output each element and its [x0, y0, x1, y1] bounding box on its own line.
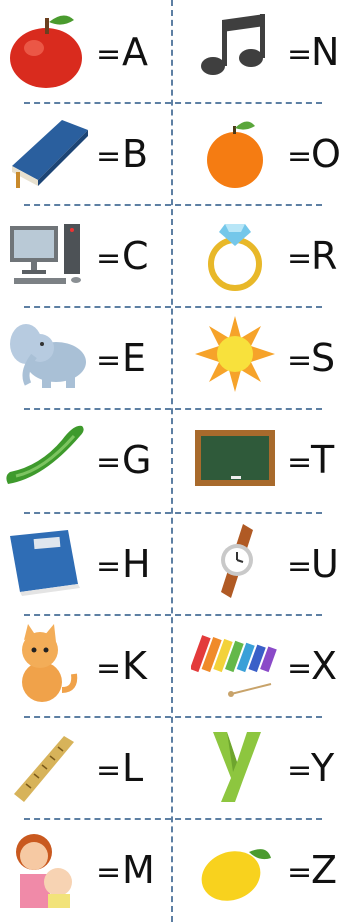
kitten-icon [4, 620, 92, 704]
sun-icon [191, 312, 279, 396]
equals-sign: = [96, 37, 122, 72]
equals-sign: = [96, 139, 122, 174]
cell-g [0, 408, 168, 510]
letter-label: X [311, 644, 338, 688]
cell-o [173, 102, 341, 204]
letter-label: S [311, 336, 336, 380]
notebook-icon [4, 518, 92, 602]
equals-sign: = [287, 139, 313, 174]
cell-k [0, 614, 168, 716]
chalkboard-icon [191, 414, 279, 498]
equals-sign: = [287, 651, 313, 686]
equals-sign: = [96, 855, 122, 890]
cell-s [173, 306, 341, 408]
letter-label: G [122, 438, 152, 482]
apple-icon [4, 6, 92, 90]
equals-sign: = [96, 753, 122, 788]
cell-l [0, 716, 168, 818]
letter-label: N [311, 30, 340, 74]
letter-y-icon [191, 722, 279, 806]
computer-icon [4, 210, 92, 294]
letter-label: A [122, 30, 148, 74]
book-icon [4, 108, 92, 192]
letter-label: C [122, 234, 149, 278]
letter-label: Z [311, 848, 338, 892]
letter-label: Y [311, 746, 335, 790]
equals-sign: = [287, 241, 313, 276]
cell-y [173, 716, 341, 818]
equals-sign: = [287, 37, 313, 72]
equals-sign: = [96, 445, 122, 480]
cell-r [173, 204, 341, 306]
equals-sign: = [287, 753, 313, 788]
xylophone-icon [191, 620, 279, 704]
orange-icon [191, 108, 279, 192]
cell-t [173, 408, 341, 510]
cell-h [0, 512, 168, 614]
ring-icon [191, 210, 279, 294]
cell-a [0, 0, 168, 102]
ruler-icon [4, 722, 92, 806]
letter-label: U [311, 542, 339, 586]
cell-b [0, 102, 168, 204]
music-note-icon [191, 6, 279, 90]
letter-label: H [122, 542, 151, 586]
equals-sign: = [96, 549, 122, 584]
cell-e [0, 306, 168, 408]
equals-sign: = [287, 445, 313, 480]
letter-label: T [311, 438, 335, 482]
letter-label: M [122, 848, 155, 892]
cell-n [173, 0, 341, 102]
letter-label: E [122, 336, 147, 380]
cell-c [0, 204, 168, 306]
mother-baby-icon [4, 824, 92, 908]
letter-label: R [311, 234, 338, 278]
cell-x [173, 614, 341, 716]
equals-sign: = [287, 855, 313, 890]
letter-label: K [122, 644, 147, 688]
equals-sign: = [287, 549, 313, 584]
equals-sign: = [96, 651, 122, 686]
cell-z [173, 818, 341, 920]
elephant-icon [4, 312, 92, 396]
equals-sign: = [287, 343, 313, 378]
cell-m [0, 818, 168, 920]
cell-u [173, 512, 341, 614]
lemon-icon [191, 824, 279, 908]
letter-label: B [122, 132, 149, 176]
letter-label: O [311, 132, 341, 176]
cucumber-icon [4, 414, 92, 498]
equals-sign: = [96, 241, 122, 276]
equals-sign: = [96, 343, 122, 378]
wristwatch-icon [191, 518, 279, 602]
letter-label: L [122, 746, 144, 790]
